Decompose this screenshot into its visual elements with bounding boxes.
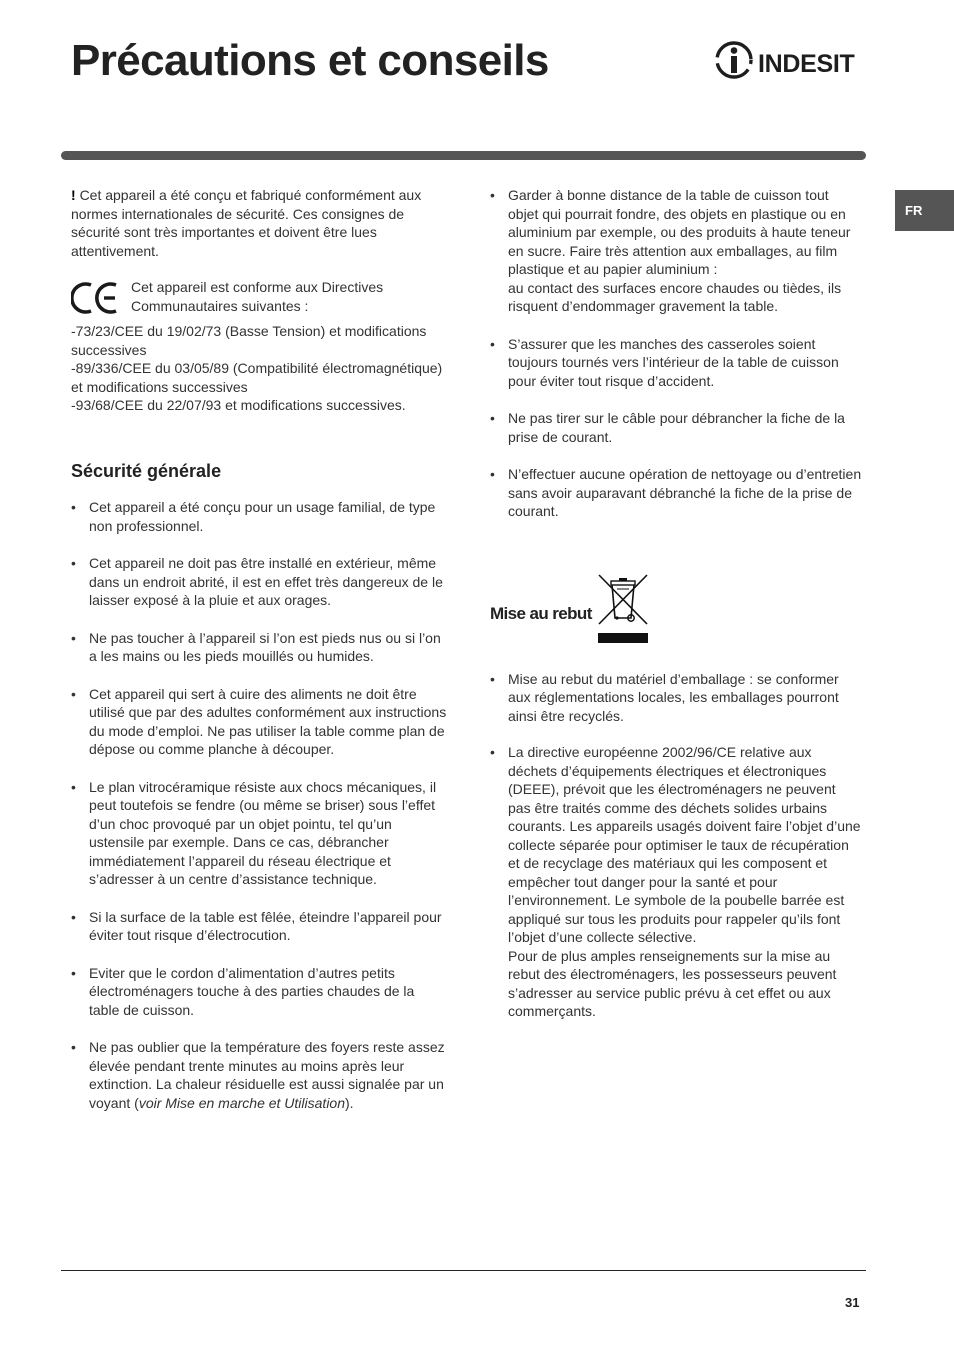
- indesit-logo: [714, 40, 869, 80]
- bullet: •: [71, 1039, 76, 1055]
- ce-conformity: [71, 278, 447, 316]
- warning-mark: !: [71, 187, 76, 203]
- left-column: [71, 186, 447, 1131]
- section-title-securite: Sécurité générale: [71, 460, 222, 481]
- cross-reference: voir Mise en marche et Utilisation: [138, 1094, 345, 1111]
- bullet: •: [490, 466, 495, 482]
- bullet: •: [71, 778, 76, 795]
- list-item: • N’effectuer aucune opération de nettoyage ou d’entretien sans avoir auparavant débranché la fiche de la prise de courant.: [490, 466, 862, 519]
- list-item: • Ne pas toucher à l’appareil si l’on est pieds nus ou si l’on a les mains ou les pieds mouillés ou humides.: [71, 629, 441, 664]
- list-item: • La directive européenne 2002/96/CE relative aux déchets d’équipements électriques et électroniques (DEEE), prévoit que les électroménagers ne peuvent pas être traités comme des déchets solides urbains courants. Les appareils usagés doivent faire l’objet d’une collecte séparée pour optimiser le taux de récupération et de recyclage des matériaux qui les composent et empêcher tout danger pour la santé et pour l’environnement. Le symbole de la poubelle barrée est appliqué sur tous les produits pour rappeler qu’ils font l’objet d’une collecte sélective. Pour de plus amples renseignements sur la mise au rebut des électroménagers, les possesseurs peuvent s’adresser au service public prévu à cet effet ou aux commerçants.: [490, 744, 861, 1019]
- bullet: •: [490, 410, 495, 426]
- bullet: •: [71, 555, 76, 571]
- section-title-disposal: Mise au rebut: [490, 603, 592, 623]
- right-column: [490, 186, 862, 1039]
- directives-list: [71, 322, 447, 415]
- bullet: •: [490, 187, 495, 203]
- bullet: •: [490, 670, 495, 687]
- svg-text:INDESIT: INDESIT: [758, 50, 855, 78]
- disposal-heading: [490, 572, 862, 644]
- list-item: • Garder à bonne distance de la table de cuisson tout objet qui pourrait fondre, des objets en plastique ou en aluminium par exemple, ou des produits à haute teneur en sucre. Faire très attention aux emballages, au film plastique et au papier aluminium : au contact des surfaces encore chaudes ou tièdes, ils risquent d’endommager gravement la table.: [490, 187, 851, 314]
- directive-item: -89/336/CEE du 03/05/89 (Compatibilité électromagnétique) et modifications successives: [71, 360, 443, 395]
- ce-mark-icon: [71, 280, 119, 316]
- list-item: • Cet appareil qui sert à cuire des aliments ne doit être utilisé que par des adultes conformément aux instructions du mode d’emploi. Ne pas utiliser la table comme plan de dépose ou comme planche à découper.: [71, 685, 447, 757]
- list-item: • S’assurer que les manches des casseroles soient toujours tournés vers l’intérieur de la table de cuisson pour éviter tout risque d’accident.: [490, 335, 839, 389]
- bullet: •: [71, 499, 76, 515]
- list-item: • Cet appareil ne doit pas être installé en extérieur, même dans un endroit abrité, il est en effet très dangereux de le laisser exposé à la pluie et aux orages.: [71, 555, 443, 608]
- bullet: •: [490, 744, 495, 760]
- safety-list-continued: [490, 186, 862, 521]
- page-number: 31: [845, 1295, 860, 1310]
- intro-paragraph: [71, 186, 447, 260]
- disposal-list: [490, 670, 862, 1021]
- list-item: • Cet appareil a été conçu pour un usage familial, de type non professionnel.: [71, 499, 436, 534]
- crossed-bin-icon: [595, 572, 651, 644]
- bullet: •: [71, 908, 76, 925]
- ce-text: Cet appareil est conforme aux Directives Communautaires suivantes :: [131, 279, 384, 314]
- directive-item: -93/68/CEE du 22/07/93 et modifications successives.: [71, 397, 406, 413]
- safety-list: [71, 498, 447, 1112]
- bullet: •: [71, 964, 76, 981]
- intro-text: Cet appareil a été conçu et fabriqué conformément aux normes internationales de sécurité. Ces consignes de sécurité sont très importantes et doivent être lues attentivement.: [71, 187, 422, 259]
- bullet: •: [71, 629, 76, 646]
- bullet: •: [71, 685, 76, 702]
- bottom-rule: [61, 1270, 866, 1271]
- list-item: • Eviter que le cordon d’alimentation d’autres petits électroménagers touche à des parties chaudes de la table de cuisson.: [71, 964, 415, 1018]
- list-item: • Le plan vitrocéramique résiste aux chocs mécaniques, il peut toutefois se fendre (ou même se briser) sous l’effet d’un choc provoqué par un objet pointu, tel qu’un ustensile par exemple. Dans ce cas, débrancher immédiatement l’appareil du réseau électrique et s’adresser à un centre d’assistance technique.: [71, 778, 437, 887]
- list-item: • Mise au rebut du matériel d’emballage : se conformer aux réglementations locales, les emballages pourront ainsi être recyclés.: [490, 670, 839, 724]
- list-item: • Ne pas oublier que la température des foyers reste assez élevée pendant trente minutes au moins après leur extinction. La chaleur résiduelle est aussi signalée par un voyant (voir Mise en marche et Utilisation).: [71, 1039, 445, 1111]
- bullet: •: [490, 335, 495, 352]
- directive-item: -73/23/CEE du 19/02/73 (Basse Tension) et modifications successives: [71, 323, 427, 358]
- language-tab: FR: [895, 190, 954, 231]
- top-rule: [61, 151, 866, 160]
- page-title: Précautions et conseils: [71, 36, 549, 85]
- list-item: • Si la surface de la table est fêlée, éteindre l’appareil pour éviter tout risque d’électrocution.: [71, 908, 442, 943]
- list-item: • Ne pas tirer sur le câble pour débrancher la fiche de la prise de courant.: [490, 410, 845, 445]
